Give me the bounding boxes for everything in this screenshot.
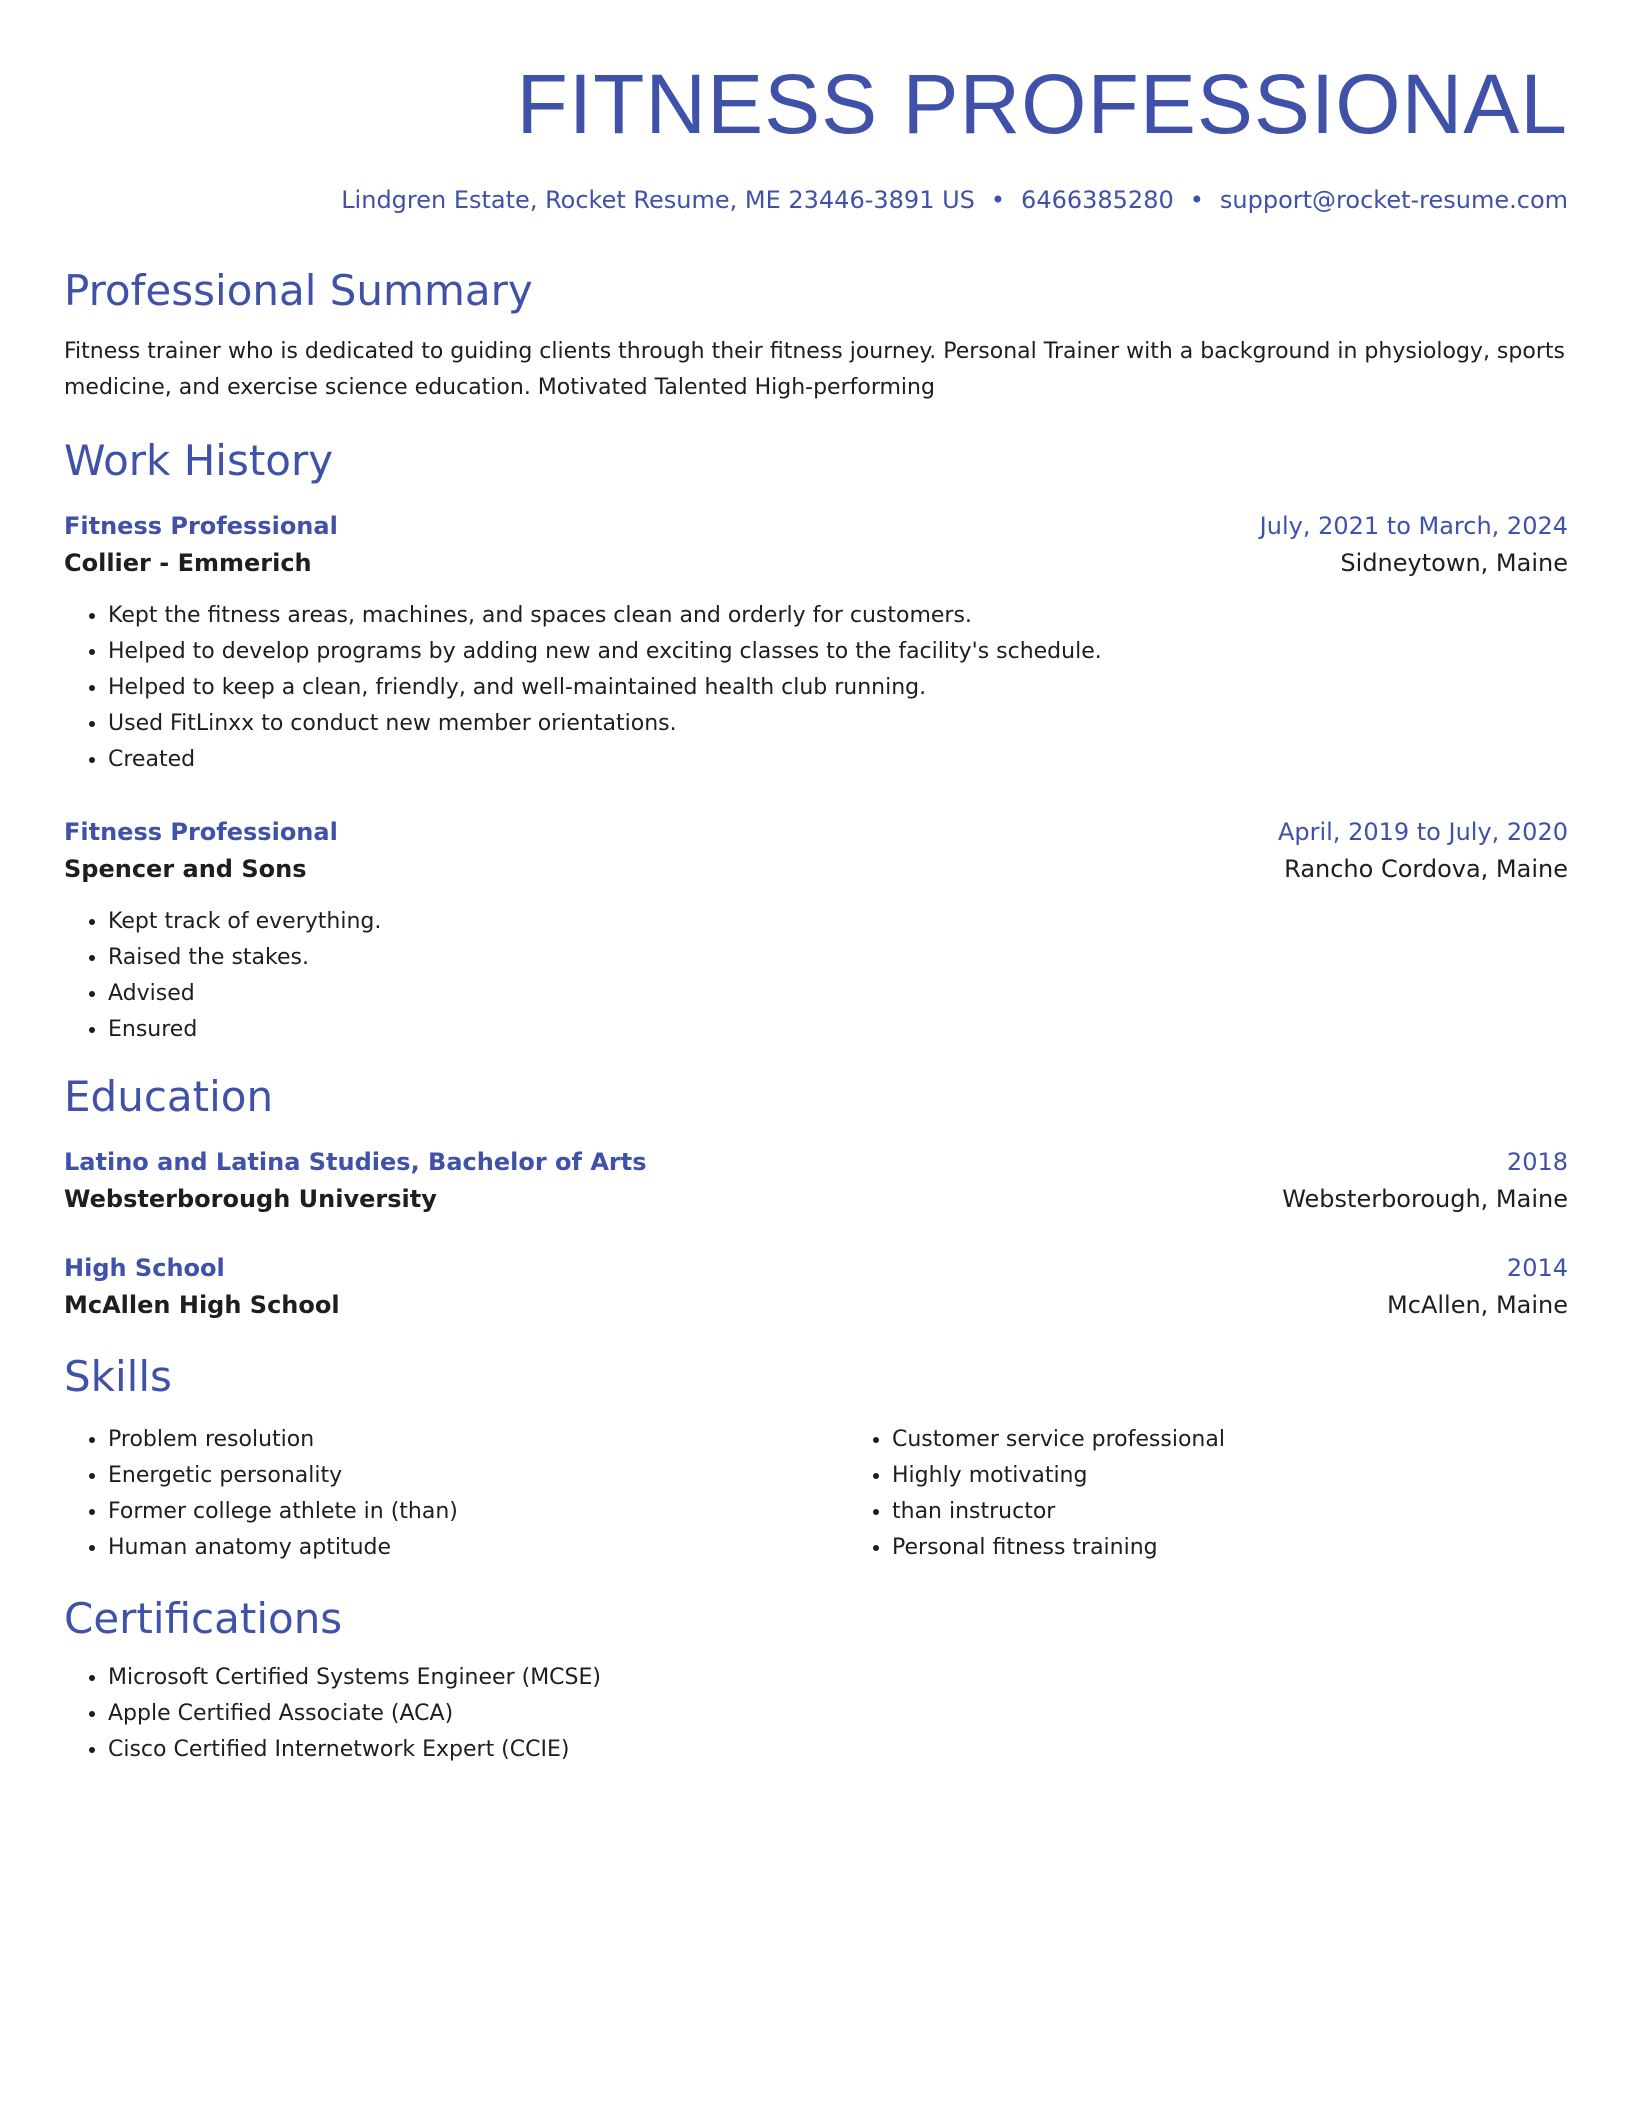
job-role: Fitness Professional [64,818,338,846]
certifications-list [64,1660,1568,1768]
job-role: Fitness Professional [64,512,338,540]
list-item: • Created [108,742,1568,778]
list-item: • Personal fitness training [892,1530,1632,1566]
job-header-row [64,510,1568,542]
job-bullets [64,904,1568,1048]
job-bullets [64,598,1568,778]
section-title: Work History [64,436,334,485]
list-item: • Kept track of everything. [108,904,1568,940]
education-school-row [64,1284,1568,1322]
section-title: Education [64,1072,274,1121]
job-company-row [64,848,1568,886]
contact-phone: 6466385280 [1021,186,1174,214]
list-item: • Ensured [108,1012,1568,1048]
list-item: • Advised [108,976,1568,1012]
education-degree: High School [64,1254,225,1282]
education-header-row [64,1252,1568,1284]
section-title: Skills [64,1352,172,1401]
list-item: • Helped to develop programs by adding new and exciting classes to the facility's schedule. [108,634,1568,670]
education-section [64,1072,1568,1322]
contact-separator: • [990,186,1006,214]
summary-section [64,266,1568,406]
skills-column-right [848,1422,1632,1566]
skills-section [64,1352,1568,1566]
summary-text: Fitness trainer who is dedicated to guiding clients through their fitness journey. Personal Trainer with a background in physiology, sports medicine, and exercise science education. Motivated Talented High-performing [64,339,1565,400]
section-title: Professional Summary [64,266,533,315]
list-item: • Microsoft Certified Systems Engineer (MCSE) [108,1660,1568,1696]
certifications-section [64,1594,1568,1768]
section-title: Certifications [64,1594,343,1643]
education-school: Websterborough University [64,1185,437,1213]
list-item: • Apple Certified Associate (ACA) [108,1696,1568,1732]
education-entry [64,1252,1568,1322]
list-item: • Human anatomy aptitude [108,1530,848,1566]
contact-separator: • [1189,186,1204,214]
education-location: Websterborough, Maine [1282,1185,1568,1213]
education-header-row [64,1146,1568,1178]
list-item: • Problem resolution [108,1422,848,1458]
contact-address: Lindgren Estate, Rocket Resume, ME 23446-3891 US [341,186,975,214]
job-location: Rancho Cordova, Maine [1284,855,1568,883]
work-history-section [64,436,1568,1048]
job-location: Sidneytown, Maine [1340,549,1568,577]
job-company-row [64,542,1568,580]
list-item: • Highly motivating [892,1458,1632,1494]
contact-email[interactable]: support@rocket-resume.com [1219,186,1568,214]
contact-line [64,184,1568,216]
education-location: McAllen, Maine [1387,1291,1568,1319]
job-entry [64,510,1568,778]
list-item: • Used FitLinxx to conduct new member orientations. [108,706,1568,742]
education-school: McAllen High School [64,1291,340,1319]
skills-grid [64,1422,1568,1566]
job-company: Spencer and Sons [64,855,307,883]
education-year: 2014 [1506,1254,1568,1282]
skills-column-left [64,1422,848,1566]
job-dates: July, 2021 to March, 2024 [1259,512,1568,540]
list-item: • Cisco Certified Internetwork Expert (CCIE) [108,1732,1568,1768]
job-entry [64,816,1568,1048]
list-item: • Customer service professional [892,1422,1632,1458]
education-school-row [64,1178,1568,1216]
list-item: • Raised the stakes. [108,940,1568,976]
education-year: 2018 [1506,1148,1568,1176]
job-header-row [64,816,1568,848]
list-item: • Kept the fitness areas, machines, and spaces clean and orderly for customers. [108,598,1568,634]
list-item: • than instructor [892,1494,1632,1530]
list-item: • Former college athlete in (than) [108,1494,848,1530]
education-entry [64,1146,1568,1216]
list-item: • Helped to keep a clean, friendly, and well-maintained health club running. [108,670,1568,706]
job-company: Collier - Emmerich [64,549,312,577]
education-degree: Latino and Latina Studies, Bachelor of Arts [64,1148,647,1176]
list-item: • Energetic personality [108,1458,848,1494]
candidate-name: FITNESS PROFESSIONAL [516,57,1568,151]
job-dates: April, 2019 to July, 2020 [1277,818,1568,846]
